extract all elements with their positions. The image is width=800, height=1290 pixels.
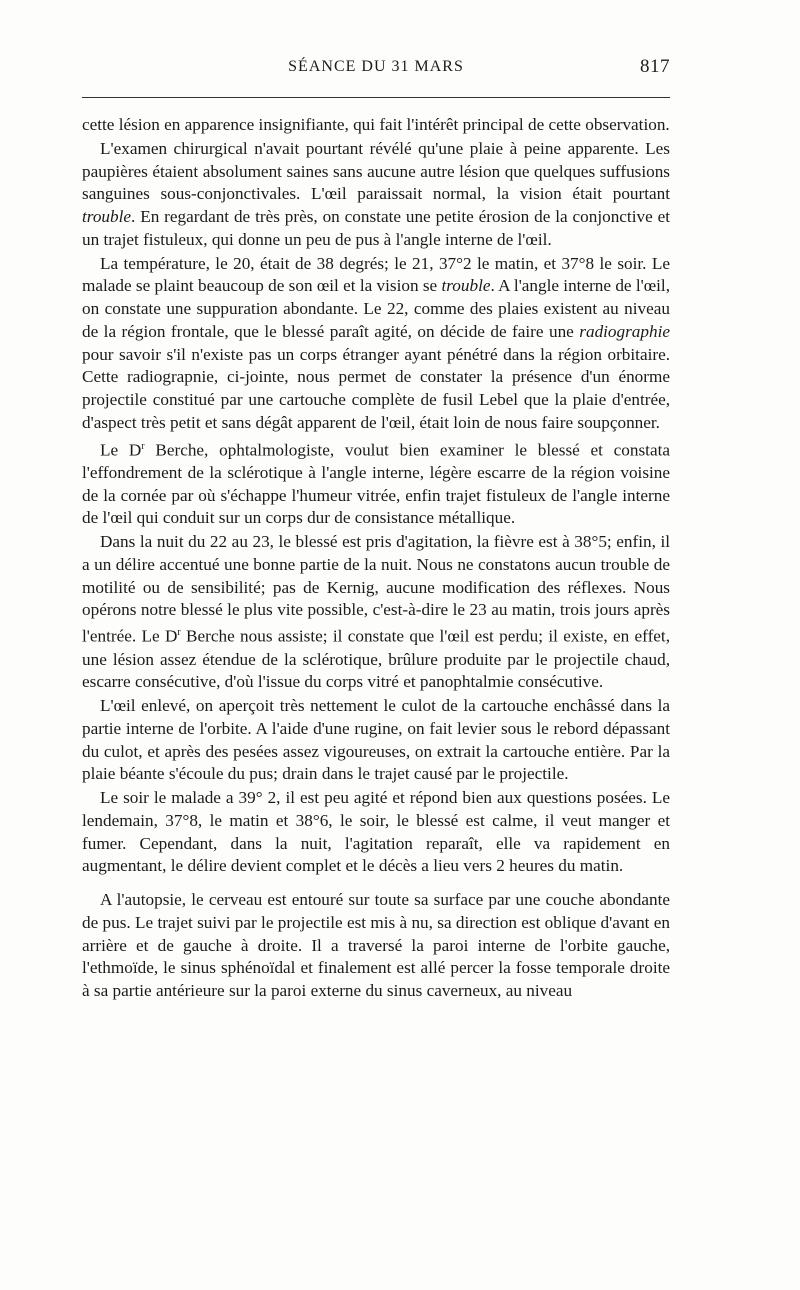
paragraph: La température, le 20, était de 38 degrés; le 21, 37°2 le matin, et 37°8 le soir. Le malade se plaint beaucoup de son œil et la vision se trouble. A l'angle interne de l'œil, on constate une suppuration abondante. Le 22, comme des plaies existent au niveau de la région frontale, que le blessé paraît agité, on décide de faire une radiographie pour savoir s'il n'existe pas un corps étranger ayant pénétré dans la région orbitaire. Cette radiograpnie, ci-jointe, nous permet de constater la présence d'un énorme projectile constitué par une cartouche complète de fusil Lebel que la plaie d'entrée, d'aspect très petit et sans dégât apparent de l'œil, était loin de nous faire soupçonner. (82, 253, 670, 432)
header-rule (82, 97, 670, 98)
running-title: SÉANCE DU 31 MARS (288, 58, 464, 75)
book-page (82, 0, 670, 1290)
paragraph: cette lésion en apparence insignifiante, qui fait l'intérêt principal de cette observation. (82, 115, 670, 134)
paragraph: Le soir le malade a 39° 2, il est peu agité et répond bien aux questions posées. Le lendemain, 37°8, le matin et 38°6, le soir, le blessé est calme, il veut manger et fumer. Cependant, dans la nuit, l'agitation reparaît, elle va rapidement en augmentant, le délire devient complet et le décès a lieu vers 2 heures du matin. (82, 788, 670, 876)
paragraph: A l'autopsie, le cerveau est entouré sur toute sa surface par une couche abondante de pus. Le trajet suivi par le projectile est mis à nu, sa direction est oblique d'avant en arrière et de gauche à droite. Il a traversé la paroi interne de l'orbite gauche, l'ethmoïde, le sinus sphénoïdal et finalement est allé percer la fosse temporale droite à sa partie antérieure sur la paroi externe du sinus caverneux, au niveau (82, 890, 670, 1001)
paragraph: Le $D^r$ Berche, ophtalmologiste, voulut bien examiner le blessé et constata l'effondrement de la sclérotique à l'angle interne, légère escarre de la région voisine de la cornée par où s'échappe l'humeur vitrée, enfin trajet fistuleux de l'angle interne de l'œil qui conduit sur un corps dur de consistance métallique. (82, 440, 670, 528)
body-text (82, 114, 670, 1003)
page-number: 817 (640, 56, 670, 77)
paragraph: L'examen chirurgical n'avait pourtant révélé qu'une plaie à peine apparente. Les paupières étaient absolument saines sans aucune autre lésion que quelques suffusions sanguines sous-conjonctivales. L'œil paraissait normal, la vision était pourtant trouble. En regardant de très près, on constate une petite érosion de la conjonctive et un trajet fistuleux, qui donne un peu de pus à l'angle interne de l'œil. (82, 138, 670, 249)
paragraph: L'œil enlevé, on aperçoit très nettement le culot de la cartouche enchâssé dans la partie interne de l'orbite. A l'aide d'une rugine, on fait levier sous le rebord dépassant du culot, et après des pesées assez vigoureuses, on extrait la cartouche entière. Par la plaie béante s'écoule du pus; drain dans le trajet causé par le projectile. (82, 696, 670, 784)
paragraph: Dans la nuit du 22 au 23, le blessé est pris d'agitation, la fièvre est à 38°5; enfin, il a un délire accentué une bonne partie de la nuit. Nous ne constatons aucun trouble de motilité ou de sensibilité; pas de Kernig, aucune modification des réflexes. Nous opérons notre blessé le plus vite possible, c'est-à-dire le 23 au matin, trois jours après l'entrée. Le $D^r$ Berche nous assiste; il constate que l'œil est perdu; il existe, en effet, une lésion assez étendue de la sclérotique, brûlure produite par le projectile chaud, escarre consécutive, d'où l'issue du corps vitré et panophtalmie consécutive. (82, 532, 670, 692)
running-head (82, 58, 670, 88)
